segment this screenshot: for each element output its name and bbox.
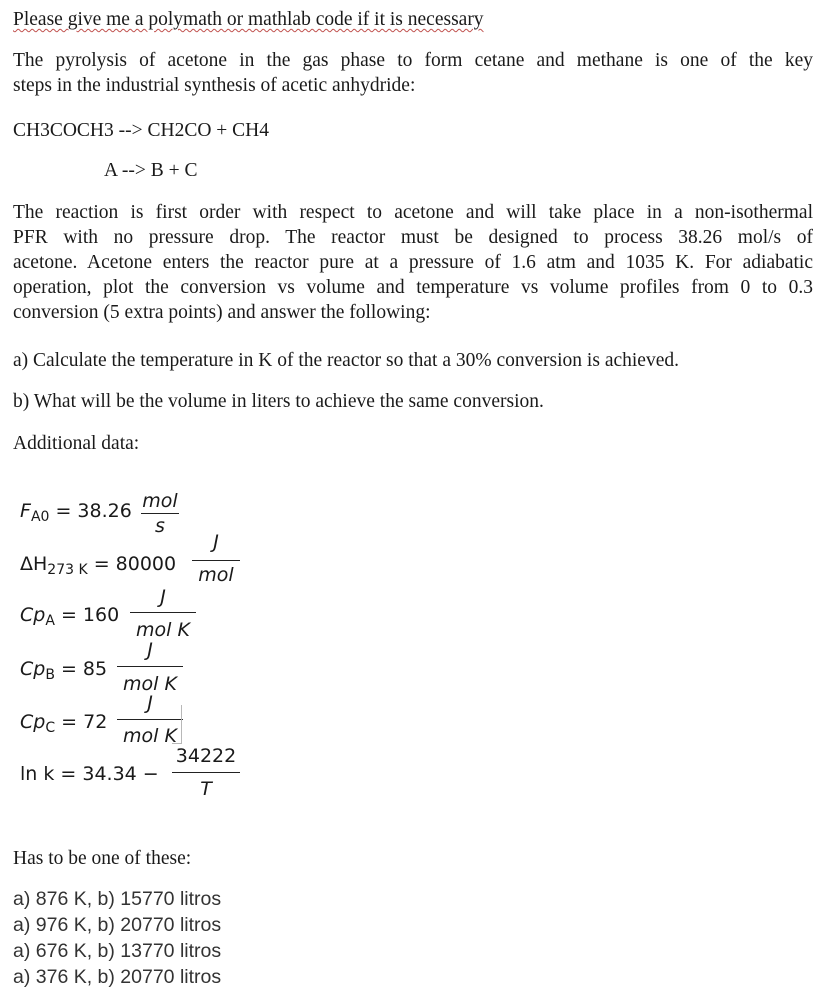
- intro-line-2: steps in the industrial synthesis of acetic anhydride:: [13, 75, 416, 96]
- eq-dh-subscript: 273 K: [47, 562, 88, 578]
- eq-cpb-symbol: Cp: [20, 658, 46, 680]
- description-line-5: conversion (5 extra points) and answer the following:: [13, 302, 431, 323]
- eq-fa0-denominator: s: [155, 515, 165, 537]
- header-request: Please give me a polymath or mathlab code if it is necessary: [13, 9, 484, 30]
- eq-dh-numerator: J: [213, 531, 219, 553]
- eq-lnk: ln k = 34.34 −: [20, 763, 159, 785]
- reaction-equation: CH3COCH3 --> CH2CO + CH4: [13, 120, 270, 141]
- eq-dh-denominator: mol: [198, 564, 234, 586]
- answer-options-list: [13, 886, 221, 990]
- reaction-short-form: A --> B + C: [104, 160, 198, 181]
- eq-cpc-symbol: Cp: [20, 711, 46, 733]
- eq-dh-value: = 80000: [87, 553, 177, 575]
- answer-option-3: a) 676 K, b) 13770 litros: [13, 940, 222, 962]
- description-paragraph: [13, 200, 813, 325]
- eq-fa0-symbol: F: [20, 500, 31, 522]
- options-title: Has to be one of these:: [13, 848, 192, 869]
- eq-cpb-fraction-bar: [117, 666, 183, 667]
- eq-cpa-numerator: J: [160, 586, 166, 608]
- description-line-1: The reaction is first order with respect to acetone and will take place in a non-isothermal: [13, 202, 813, 223]
- question-b: b) What will be the volume in liters to achieve the same conversion.: [13, 391, 544, 412]
- eq-cpb: [20, 658, 107, 683]
- additional-data-title: Additional data:: [13, 433, 140, 454]
- eq-fa0: [20, 500, 132, 525]
- eq-lnk-denominator: T: [200, 778, 212, 800]
- eq-dh-fraction-bar: [192, 560, 240, 561]
- intro-line-1: The pyrolysis of acetone in the gas phase to form cetane and methane is one of the key: [13, 50, 813, 71]
- eq-cpa-symbol: Cp: [20, 604, 46, 626]
- eq-cpc-value: = 72: [55, 711, 108, 733]
- eq-cpb-subscript: B: [45, 667, 55, 683]
- eq-dh: [20, 553, 176, 578]
- eq-cpa-fraction-bar: [130, 612, 196, 613]
- eq-cpc-numerator: J: [147, 692, 153, 714]
- eq-cpc: [20, 711, 107, 736]
- description-line-4: operation, plot the conversion vs volume and temperature vs volume profiles from 0 to 0.3: [13, 277, 813, 298]
- eq-fa0-numerator: mol: [142, 490, 178, 512]
- eq-cpa-denominator: mol K: [136, 619, 190, 641]
- eq-fa0-subscript: A0: [30, 509, 50, 525]
- eq-cpa-subscript: A: [45, 613, 55, 629]
- answer-option-2: a) 976 K, b) 20770 litros: [13, 914, 222, 936]
- eq-cpb-numerator: J: [147, 639, 153, 661]
- eq-cpa-value: = 160: [54, 604, 120, 626]
- eq-cpb-denominator: mol K: [123, 673, 177, 695]
- eq-cpa: [20, 604, 119, 629]
- selection-box-artifact: [172, 705, 182, 744]
- description-line-3: acetone. Acetone enters the reactor pure at a pressure of 1.6 atm and 1035 K. For adiabatic: [13, 252, 813, 273]
- eq-cpb-value: = 85: [54, 658, 108, 680]
- question-a: a) Calculate the temperature in K of the reactor so that a 30% conversion is achieved.: [13, 350, 679, 371]
- eq-lnk-fraction-bar: [172, 772, 240, 773]
- eq-cpc-subscript: C: [45, 720, 56, 736]
- description-line-2: PFR with no pressure drop. The reactor must be designed to process 38.26 mol/s of: [13, 227, 813, 248]
- eq-lnk-numerator: 34222: [175, 745, 237, 767]
- eq-fa0-value: = 38.26: [49, 500, 132, 522]
- eq-cpc-denominator: mol K: [123, 725, 177, 747]
- eq-dh-symbol: ΔH: [20, 553, 48, 575]
- answer-option-4: a) 376 K, b) 20770 litros: [13, 966, 222, 988]
- intro-paragraph: [13, 48, 813, 98]
- answer-option-1: a) 876 K, b) 15770 litros: [13, 888, 222, 910]
